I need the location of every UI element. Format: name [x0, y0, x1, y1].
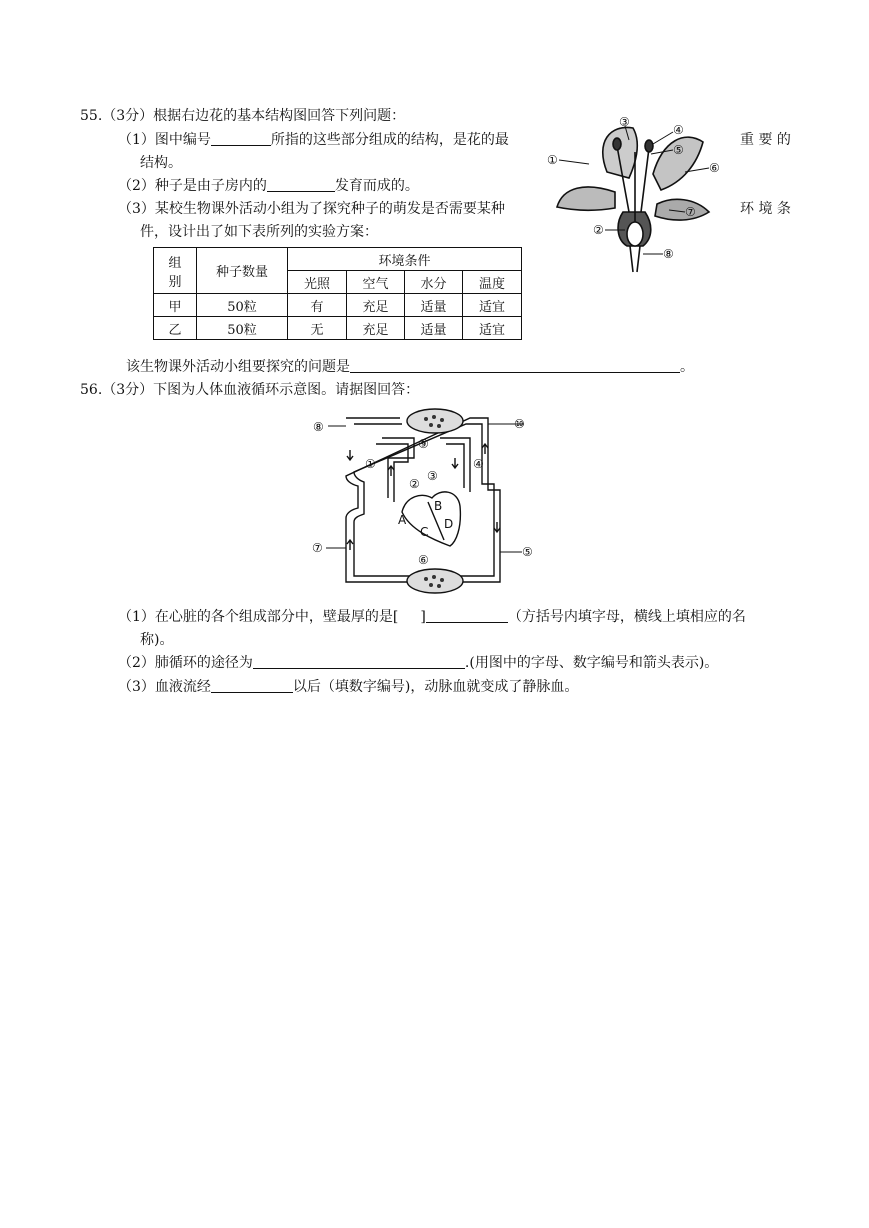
q56-blank-3[interactable]: [211, 678, 293, 693]
q56-part1-text-c: （方括号内填字母，横线上填相应的名: [507, 609, 746, 625]
flower-label-3: ③: [619, 115, 630, 129]
q55-question: [126, 357, 694, 377]
flower-label-6: ⑥: [709, 161, 720, 175]
table-row: [154, 294, 522, 317]
experiment-table: [153, 247, 522, 340]
flow-arrow: [452, 458, 458, 468]
q55-part1-text-b: 所指的这些部分组成的结构，是花的最: [270, 132, 509, 148]
q56-part3: [118, 677, 578, 697]
heart-label-B: B: [434, 499, 443, 513]
diagram-label-1: ①: [365, 457, 376, 471]
table-header-group: [154, 248, 197, 294]
table-cell: 50粒: [197, 294, 288, 317]
flower-petal-lower-right: [655, 199, 709, 220]
q55-question-end: 。: [680, 359, 694, 375]
diagram-label-4: ④: [473, 457, 484, 471]
flower-stalk: [630, 246, 640, 272]
table-cell: 适量: [405, 317, 463, 340]
heart-label-A: A: [398, 513, 407, 527]
q55-blank-1[interactable]: [211, 131, 271, 146]
flower-label-1: ①: [547, 153, 558, 167]
q56-part2: [118, 653, 718, 673]
table-header-light: 光照: [288, 271, 347, 294]
q55-part3: （3）某校生物课外活动小组为了探究种子的萌发是否需要某种: [118, 201, 505, 217]
diagram-label-9: ⑨: [418, 437, 429, 451]
flow-arrow: [347, 450, 353, 460]
table-header-group-2: 别: [168, 274, 182, 290]
q56-part2-text-a: （2）肺循环的途径为: [118, 655, 253, 671]
heart-label-C: C: [420, 525, 429, 539]
q56-title: 56.（3分）下图为人体血液循环示意图。请据图回答：: [80, 382, 420, 398]
circulation-diagram: [310, 402, 546, 600]
flower-anther: [645, 140, 653, 152]
table-cell: 充足: [347, 294, 405, 317]
table-cell: 无: [288, 317, 347, 340]
flow-arrow: [347, 540, 353, 550]
diagram-label-8: ⑧: [313, 420, 324, 434]
flower-diagram: [545, 112, 730, 277]
table-cell: 充足: [347, 317, 405, 340]
q55-part1-tail: 重 要 的: [740, 132, 791, 148]
table-header-seeds: 种子数量: [197, 248, 288, 294]
q55-part2-text-b: 发育而成的。: [334, 178, 419, 194]
flower-ovary: [627, 222, 643, 246]
table-header-group-1: 组: [168, 255, 182, 271]
flower-label-8: ⑧: [663, 247, 674, 261]
q55-question-text: 该生物课外活动小组要探究的问题是: [126, 359, 350, 375]
q55-part3-cont: 件，设计出了如下表所列的实验方案：: [140, 224, 378, 240]
diagram-label-6: ⑥: [418, 553, 429, 567]
q56-part2-text-b: .(用图中的字母、数字编号和箭头表示)。: [464, 655, 719, 671]
table-cell: 适宜: [463, 317, 522, 340]
table-cell: 适量: [405, 294, 463, 317]
flow-arrow: [494, 522, 500, 532]
flower-label-7: ⑦: [685, 205, 696, 219]
table-cell: 50粒: [197, 317, 288, 340]
q55-part1-cont: 结构。: [140, 155, 182, 171]
q56-part3-text-a: （3）血液流经: [118, 679, 211, 695]
table-cell: 适宜: [463, 294, 522, 317]
table-header-water: 水分: [405, 271, 463, 294]
q56-blank-2[interactable]: [253, 654, 465, 669]
table-cell: 甲: [154, 294, 197, 317]
q56-part3-text-b: 以后（填数字编号)，动脉血就变成了静脉血。: [292, 679, 579, 695]
flower-label-2: ②: [593, 223, 604, 237]
diagram-label-2: ②: [409, 477, 420, 491]
q56-part1-cont: 称)。: [140, 632, 174, 648]
q55-part2-text-a: （2）种子是由子房内的: [118, 178, 267, 194]
table-header-temp: 温度: [463, 271, 522, 294]
flower-label-5: ⑤: [673, 143, 684, 157]
diagram-label-3: ③: [427, 469, 438, 483]
pulmonary-vessel-left: [376, 438, 414, 502]
q55-part1-text-a: （1）图中编号: [118, 132, 211, 148]
q55-blank-2[interactable]: [267, 177, 335, 192]
q55-blank-3[interactable]: [350, 358, 680, 373]
diagram-label-5: ⑤: [522, 545, 533, 559]
flower-petal-left: [557, 187, 615, 210]
q56-blank-1[interactable]: [426, 608, 508, 623]
flower-petal-top: [603, 127, 638, 178]
lung-capillary: [407, 409, 463, 433]
q55-part1: [118, 130, 509, 150]
q56-part1-text-b: ]: [420, 609, 426, 625]
table-header-air: 空气: [347, 271, 405, 294]
table-row: [154, 317, 522, 340]
table-cell: 有: [288, 294, 347, 317]
q56-part1-text-a: （1）在心脏的各个组成部分中，壁最厚的是[: [118, 609, 399, 625]
flower-anther: [613, 138, 621, 150]
flow-arrow: [388, 466, 394, 476]
q55-title: 55.（3分）根据右边花的基本结构图回答下列问题：: [80, 108, 406, 124]
table-header-env: 环境条件: [288, 248, 522, 271]
flow-arrow: [482, 444, 488, 454]
flower-label-4: ④: [673, 123, 684, 137]
diagram-label-10: ⑩: [514, 417, 525, 431]
table-cell: 乙: [154, 317, 197, 340]
heart-label-D: D: [444, 517, 454, 531]
body-capillary: [407, 569, 463, 593]
q55-part3-tail: 环 境 条: [740, 201, 791, 217]
q55-part2: [118, 176, 419, 196]
diagram-label-7: ⑦: [312, 541, 323, 555]
q56-part1: [118, 607, 746, 627]
